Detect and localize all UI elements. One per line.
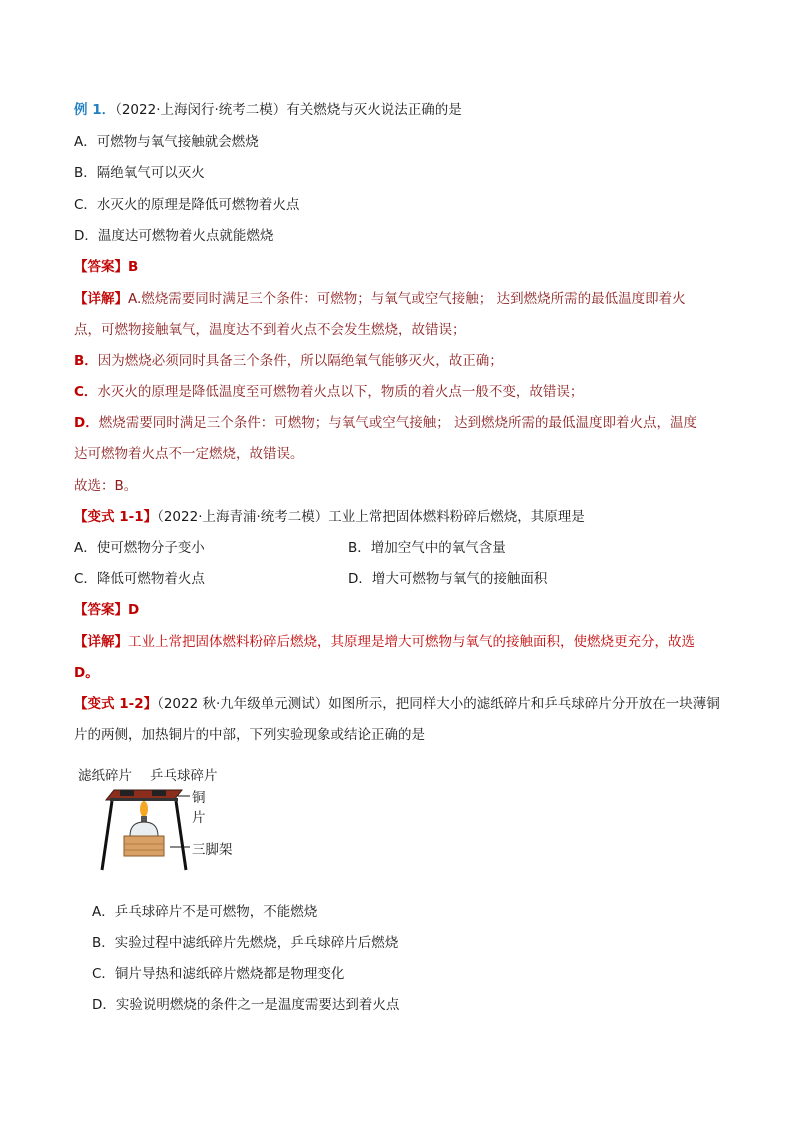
example1-detail-d-line2: 达可燃物着火点不一定燃烧，故错误。 [74,446,304,462]
filter-paper-piece [120,790,134,796]
label-filter-paper: 滤纸碎片 [78,768,132,784]
example1-detail-a-line1: 【详解】A.燃烧需要同时满足三个条件：可燃物；与氧气或空气接触； 达到燃烧所需的最低温度即着火 [74,291,686,307]
example1-question: 例 1．（2022·上海闵行·统考二模）有关燃烧与灭火说法正确的是 [74,102,462,118]
detail-label: 【详解】 [74,291,128,307]
tripod-leg-right [176,801,186,870]
example1-tag: 例 1 [74,102,102,118]
example1-choose: 故选：B。 [74,478,138,494]
variant2-question-line1: 【变式 1-2】（2022 秋·九年级单元测试）如图所示，把同样大小的滤纸碎片和乒乓球碎片分开放在一块薄铜 [74,696,720,712]
example1-detail-a-line2: 点，可燃物接触氧气，温度达不到着火点不会发生燃烧，故错误； [74,322,466,338]
variant1-option-c: C．降低可燃物着火点 [74,571,205,587]
variant1-option-d: D．增大可燃物与氧气的接触面积 [348,571,548,587]
tripod-leg-left [102,801,112,870]
example1-option-d: D．温度达可燃物着火点就能燃烧 [74,228,274,244]
example1-option-c: C．水灭火的原理是降低可燃物着火点 [74,197,300,213]
example1-detail-b: B．因为燃烧必须同时具备三个条件，所以隔绝氧气能够灭火，故正确； [74,353,503,369]
answer-label: 【答案】 [74,259,128,275]
variant1-option-a: A．使可燃物分子变小 [74,540,205,556]
example1-question-text: 有关燃烧与灭火说法正确的是 [286,102,462,118]
label-copper-2: 片 [192,810,206,826]
label-tripod: 三脚架 [192,842,233,858]
pingpong-piece [152,790,166,796]
experiment-diagram [74,762,254,874]
variant1-question: 【变式 1-1】（2022·上海青浦·统考二模）工业上常把固体燃料粉碎后燃烧，其原理是 [74,509,585,525]
example1-option-a: A．可燃物与氧气接触就会燃烧 [74,134,259,150]
variant2-option-d: D．实验说明燃烧的条件之一是温度需要达到着火点 [92,997,400,1013]
label-pingpong: 乒乓球碎片 [150,768,218,784]
answer-value: B [128,259,139,275]
example1-detail-c: C．水灭火的原理是降低温度至可燃物着火点以下，物质的着火点一般不变，故错误； [74,384,584,400]
variant1-answer: 【答案】D [74,602,140,618]
variant2-question-line2: 片的两侧，加热铜片的中部，下列实验现象或结论正确的是 [74,727,425,743]
example1-source: （2022·上海闵行·统考二模） [115,102,287,118]
example1-answer [74,257,138,277]
variant2-option-b: B．实验过程中滤纸碎片先燃烧，乒乓球碎片后燃烧 [92,935,399,951]
variant2-option-a: A．乒乓球碎片不是可燃物，不能燃烧 [92,904,318,920]
flame [140,801,148,817]
variant1-option-b: B．增加空气中的氧气含量 [348,540,506,556]
alcohol-lamp [130,822,158,836]
variant1-detail-line1: 【详解】工业上常把固体燃料粉碎后燃烧，其原理是增大可燃物与氧气的接触面积，使燃烧更充分，故选 [74,634,695,650]
label-copper-1: 铜 [192,790,206,806]
variant1-detail-line2: D。 [74,665,99,681]
example1-option-b: B．隔绝氧气可以灭火 [74,165,205,181]
variant2-tag: 【变式 1-2】 [74,696,158,712]
variant1-tag: 【变式 1-1】 [74,509,158,525]
example1-detail-d-line1: D．燃烧需要同时满足三个条件：可燃物；与氧气或空气接触； 达到燃烧所需的最低温度即着火点，温度 [74,415,698,431]
wooden-block [124,836,164,856]
variant2-option-c: C．铜片导热和滤纸碎片燃烧都是物理变化 [92,966,345,982]
